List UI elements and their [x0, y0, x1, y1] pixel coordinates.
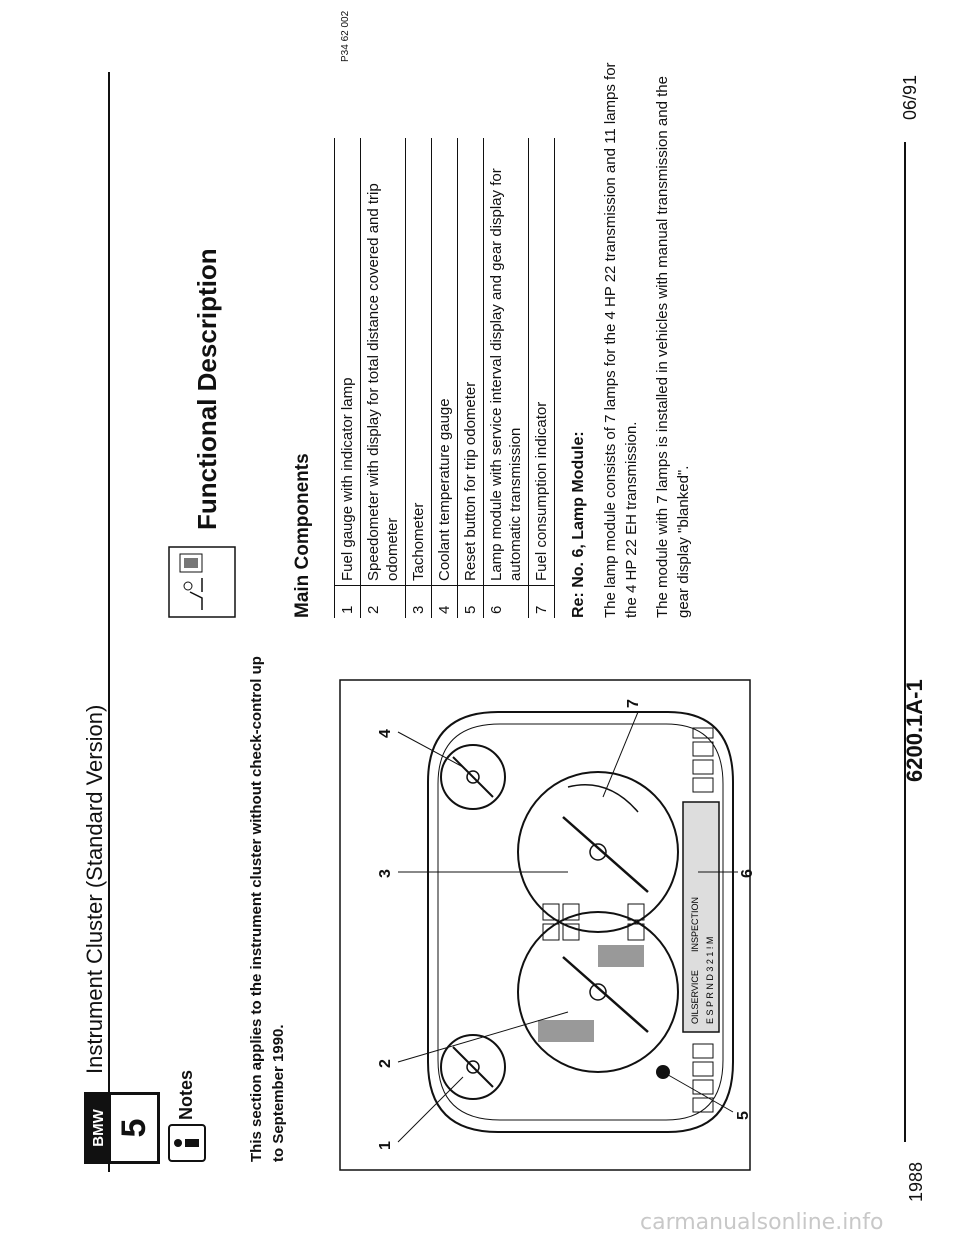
header-doc-number: 6200.1A-1	[902, 679, 927, 782]
oilservice-label: OILSERVICE	[690, 970, 700, 1024]
callout-3: 3	[377, 869, 394, 878]
info-icon	[168, 1124, 206, 1162]
running-header	[900, 0, 940, 1242]
callout-4: 4	[377, 729, 394, 738]
speedo-display-right	[598, 945, 644, 967]
fuel-consumption-arc	[568, 785, 638, 812]
speedometer	[518, 912, 678, 1072]
callout-5: 5	[735, 1111, 752, 1120]
logo-series: 5	[115, 1118, 153, 1138]
tachometer	[518, 772, 678, 932]
table-row	[361, 138, 406, 618]
components-table	[334, 138, 555, 618]
callout-6: 6	[739, 869, 756, 878]
component-label: Speedometer with display for total distance covered and trip odometer	[361, 138, 406, 586]
page-title: Instrument Cluster (Standard Version)	[82, 704, 107, 1074]
watermark: carmanualsonline.info	[640, 1210, 884, 1235]
callout-2: 2	[377, 1059, 394, 1068]
component-number: 5	[458, 586, 484, 619]
table-row	[335, 138, 361, 618]
table-row	[432, 138, 458, 618]
callout-1: 1	[377, 1141, 394, 1150]
notes-text: This section applies to the instrument cluster without check-control up to September 1990.	[248, 656, 287, 1162]
header-line-right	[904, 142, 906, 642]
component-number: 7	[529, 586, 555, 619]
table-row	[484, 138, 529, 618]
functional-description-icon	[168, 546, 236, 618]
bmw-series-logo	[84, 1092, 160, 1164]
table-row	[406, 138, 432, 618]
component-number: 1	[335, 586, 361, 619]
callout-line-7	[603, 712, 638, 797]
callout-7: 7	[625, 699, 642, 708]
component-number: 4	[432, 586, 458, 619]
component-label: Tachometer	[406, 138, 432, 586]
component-number: 3	[406, 586, 432, 619]
inspection-label: INSPECTION	[690, 896, 700, 952]
component-label: Fuel consumption indicator	[529, 138, 555, 586]
functional-description-title: Functional Description	[192, 248, 222, 530]
header-date: 06/91	[900, 74, 920, 120]
notes-label: Notes	[176, 1069, 196, 1120]
component-label: Reset button for trip odometer	[458, 138, 484, 586]
table-row	[529, 138, 555, 618]
figure-code: P34 62 002	[340, 10, 351, 62]
component-number: 2	[361, 586, 406, 619]
lamp-module-heading: Re: No. 6, Lamp Module:	[570, 431, 587, 618]
component-label: Coolant temperature gauge	[432, 138, 458, 586]
gear-display-label: E S P R N D 3 2 1 ! M	[705, 936, 715, 1024]
component-number: 6	[484, 586, 529, 619]
header-rule	[108, 72, 110, 1172]
lamp-module-paragraph-1: The lamp module consists of 7 lamps for the 4 HP 22 transmission and 11 lamps for the 4 HP 22 EH transmission.	[602, 62, 640, 618]
component-label: Fuel gauge with indicator lamp	[335, 138, 361, 586]
speedo-display-left	[538, 1020, 594, 1042]
main-components-title: Main Components	[292, 453, 313, 618]
component-label: Lamp module with service interval display and gear display for automatic transmission	[484, 138, 529, 586]
table-row	[458, 138, 484, 618]
header-year: 1988	[906, 1161, 926, 1202]
callout-line-5	[663, 1072, 733, 1112]
logo-brand: BMW	[87, 1095, 111, 1161]
lamp-module-paragraph-2: The module with 7 lamps is installed in vehicles with manual transmission and the gear display "blanked".	[654, 76, 692, 618]
